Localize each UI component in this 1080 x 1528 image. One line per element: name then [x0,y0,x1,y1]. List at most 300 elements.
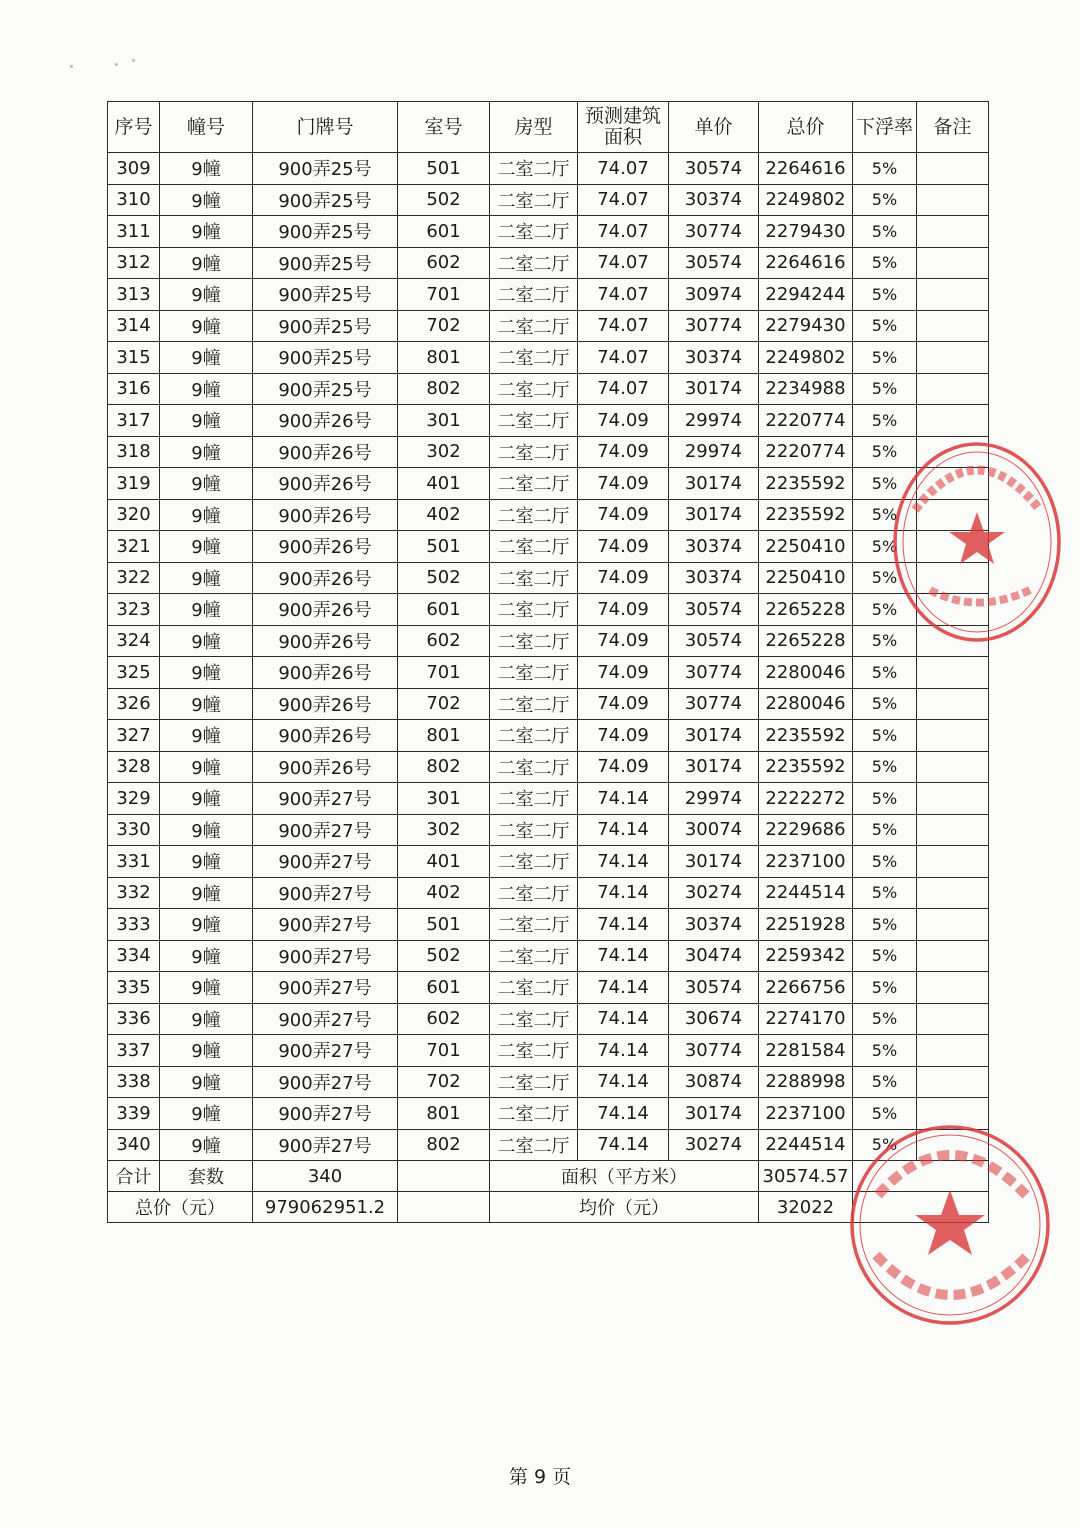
cell-building: 9幢 [160,909,253,941]
cell-area: 74.07 [578,310,669,342]
cell-rate: 5% [853,1035,917,1067]
cell-rate: 5% [853,720,917,752]
cell-address: 900弄26号 [253,562,398,594]
cell-total-price: 2274170 [759,1003,853,1035]
summary-total-price-label: 总价（元） [108,1192,253,1223]
cell-total-price: 2229686 [759,814,853,846]
cell-unit-price: 30274 [669,877,759,909]
cell-building: 9幢 [160,247,253,279]
cell-remark [917,940,989,972]
summary-row-count [108,1161,989,1192]
cell-area: 74.09 [578,688,669,720]
summary-sets-value: 340 [253,1161,398,1192]
cell-area: 74.14 [578,814,669,846]
cell-layout: 二室二厅 [490,247,578,279]
cell-layout: 二室二厅 [490,972,578,1004]
cell-total-price: 2237100 [759,846,853,878]
cell-room: 402 [398,877,490,909]
cell-total-price: 2235592 [759,720,853,752]
cell-rate: 5% [853,783,917,815]
cell-building: 9幢 [160,1066,253,1098]
summary-avg-price-value: 32022 [759,1192,853,1223]
cell-address: 900弄25号 [253,279,398,311]
page-number: 第 9 页 [508,1466,572,1488]
cell-total-price: 2288998 [759,1066,853,1098]
cell-building: 9幢 [160,846,253,878]
table-row [108,1129,989,1161]
summary-row-price [108,1192,989,1223]
cell-building: 9幢 [160,1003,253,1035]
cell-address: 900弄27号 [253,1129,398,1161]
cell-seq: 340 [108,1129,160,1161]
cell-room: 701 [398,657,490,689]
cell-remark [917,1098,989,1130]
summary-sets-label: 套数 [160,1161,253,1192]
cell-rate: 5% [853,846,917,878]
cell-area: 74.09 [578,499,669,531]
cell-address: 900弄25号 [253,310,398,342]
cell-rate: 5% [853,940,917,972]
cell-room: 802 [398,1129,490,1161]
summary-area-label: 面积（平方米） [490,1161,759,1192]
cell-seq: 339 [108,1098,160,1130]
cell-unit-price: 30174 [669,751,759,783]
cell-unit-price: 30774 [669,1035,759,1067]
cell-unit-price: 30774 [669,657,759,689]
cell-unit-price: 30374 [669,184,759,216]
cell-total-price: 2234988 [759,373,853,405]
header-remark: 备注 [917,102,989,153]
cell-layout: 二室二厅 [490,468,578,500]
cell-unit-price: 30374 [669,562,759,594]
cell-layout: 二室二厅 [490,625,578,657]
table-row [108,720,989,752]
cell-seq: 329 [108,783,160,815]
cell-remark [917,499,989,531]
cell-room: 702 [398,1066,490,1098]
cell-seq: 316 [108,373,160,405]
cell-room: 601 [398,972,490,1004]
cell-room: 702 [398,688,490,720]
table-row [108,751,989,783]
table-row [108,310,989,342]
cell-unit-price: 30774 [669,688,759,720]
summary-total-label: 合计 [108,1161,160,1192]
cell-layout: 二室二厅 [490,153,578,185]
cell-total-price: 2264616 [759,153,853,185]
table-row [108,846,989,878]
cell-address: 900弄26号 [253,531,398,563]
header-area: 预测建筑面积 [578,102,669,153]
cell-unit-price: 30774 [669,216,759,248]
cell-room: 602 [398,625,490,657]
table-row [108,877,989,909]
cell-remark [917,405,989,437]
cell-unit-price: 30774 [669,310,759,342]
cell-address: 900弄25号 [253,153,398,185]
cell-building: 9幢 [160,153,253,185]
cell-seq: 320 [108,499,160,531]
cell-layout: 二室二厅 [490,877,578,909]
table-row [108,373,989,405]
cell-building: 9幢 [160,342,253,374]
cell-rate: 5% [853,342,917,374]
table-row [108,405,989,437]
cell-rate: 5% [853,405,917,437]
summary-empty-cell [398,1161,490,1192]
cell-layout: 二室二厅 [490,783,578,815]
cell-seq: 334 [108,940,160,972]
header-unit-price: 单价 [669,102,759,153]
cell-seq: 319 [108,468,160,500]
cell-area: 74.09 [578,468,669,500]
cell-area: 74.14 [578,1098,669,1130]
cell-building: 9幢 [160,216,253,248]
cell-rate: 5% [853,184,917,216]
cell-seq: 330 [108,814,160,846]
cell-remark [917,783,989,815]
cell-area: 74.09 [578,405,669,437]
summary-area-value: 30574.57 [759,1161,853,1192]
cell-seq: 338 [108,1066,160,1098]
cell-remark [917,562,989,594]
cell-remark [917,184,989,216]
cell-address: 900弄27号 [253,1066,398,1098]
cell-room: 502 [398,940,490,972]
cell-rate: 5% [853,594,917,626]
cell-remark [917,531,989,563]
cell-remark [917,720,989,752]
cell-seq: 310 [108,184,160,216]
cell-building: 9幢 [160,1098,253,1130]
cell-seq: 331 [108,846,160,878]
cell-area: 74.09 [578,751,669,783]
cell-total-price: 2264616 [759,247,853,279]
cell-seq: 314 [108,310,160,342]
cell-total-price: 2251928 [759,909,853,941]
cell-unit-price: 30374 [669,909,759,941]
cell-rate: 5% [853,1003,917,1035]
cell-layout: 二室二厅 [490,436,578,468]
table-row [108,1066,989,1098]
cell-address: 900弄25号 [253,342,398,374]
cell-building: 9幢 [160,405,253,437]
table-row [108,1003,989,1035]
cell-unit-price: 30074 [669,814,759,846]
cell-layout: 二室二厅 [490,720,578,752]
cell-unit-price: 30274 [669,1129,759,1161]
cell-rate: 5% [853,436,917,468]
cell-unit-price: 30174 [669,499,759,531]
cell-rate: 5% [853,1129,917,1161]
cell-unit-price: 30574 [669,972,759,1004]
table-row [108,436,989,468]
summary-empty-cell [398,1192,490,1223]
cell-seq: 333 [108,909,160,941]
cell-area: 74.09 [578,625,669,657]
cell-area: 74.07 [578,342,669,374]
cell-building: 9幢 [160,972,253,1004]
cell-address: 900弄27号 [253,1098,398,1130]
summary-empty-cell [853,1161,989,1192]
cell-rate: 5% [853,751,917,783]
table-row [108,499,989,531]
cell-layout: 二室二厅 [490,1098,578,1130]
cell-room: 502 [398,562,490,594]
cell-remark [917,1035,989,1067]
cell-building: 9幢 [160,814,253,846]
cell-seq: 336 [108,1003,160,1035]
cell-address: 900弄27号 [253,940,398,972]
cell-total-price: 2244514 [759,1129,853,1161]
cell-rate: 5% [853,657,917,689]
cell-room: 301 [398,405,490,437]
cell-rate: 5% [853,468,917,500]
cell-area: 74.14 [578,940,669,972]
cell-seq: 312 [108,247,160,279]
cell-room: 501 [398,153,490,185]
cell-remark [917,1129,989,1161]
cell-seq: 335 [108,972,160,1004]
cell-area: 74.14 [578,783,669,815]
table-row [108,688,989,720]
cell-unit-price: 30174 [669,1098,759,1130]
cell-rate: 5% [853,531,917,563]
cell-rate: 5% [853,153,917,185]
cell-building: 9幢 [160,1129,253,1161]
cell-remark [917,342,989,374]
cell-unit-price: 29974 [669,405,759,437]
cell-total-price: 2265228 [759,594,853,626]
cell-rate: 5% [853,814,917,846]
cell-unit-price: 30574 [669,625,759,657]
cell-remark [917,751,989,783]
cell-total-price: 2281584 [759,1035,853,1067]
table-row [108,657,989,689]
cell-remark [917,279,989,311]
cell-area: 74.14 [578,877,669,909]
cell-building: 9幢 [160,594,253,626]
cell-seq: 309 [108,153,160,185]
cell-building: 9幢 [160,657,253,689]
cell-layout: 二室二厅 [490,1129,578,1161]
cell-room: 702 [398,310,490,342]
cell-area: 74.09 [578,594,669,626]
table-row [108,216,989,248]
cell-remark [917,468,989,500]
cell-area: 74.09 [578,562,669,594]
cell-unit-price: 29974 [669,436,759,468]
cell-seq: 317 [108,405,160,437]
table-row [108,940,989,972]
cell-layout: 二室二厅 [490,688,578,720]
cell-layout: 二室二厅 [490,562,578,594]
cell-layout: 二室二厅 [490,184,578,216]
cell-total-price: 2265228 [759,625,853,657]
cell-seq: 326 [108,688,160,720]
cell-address: 900弄27号 [253,783,398,815]
table-row [108,247,989,279]
cell-area: 74.14 [578,846,669,878]
cell-rate: 5% [853,373,917,405]
cell-rate: 5% [853,310,917,342]
table-row [108,972,989,1004]
cell-area: 74.09 [578,720,669,752]
cell-seq: 318 [108,436,160,468]
cell-area: 74.07 [578,247,669,279]
cell-rate: 5% [853,499,917,531]
cell-unit-price: 30574 [669,247,759,279]
cell-seq: 332 [108,877,160,909]
cell-building: 9幢 [160,373,253,405]
cell-room: 302 [398,814,490,846]
cell-remark [917,688,989,720]
cell-unit-price: 30574 [669,153,759,185]
header-layout: 房型 [490,102,578,153]
cell-total-price: 2279430 [759,310,853,342]
cell-area: 74.09 [578,531,669,563]
header-discount-rate: 下浮率 [853,102,917,153]
cell-room: 801 [398,1098,490,1130]
cell-unit-price: 30374 [669,531,759,563]
cell-address: 900弄26号 [253,751,398,783]
cell-room: 801 [398,720,490,752]
table-row [108,909,989,941]
cell-area: 74.14 [578,1035,669,1067]
cell-unit-price: 30174 [669,468,759,500]
cell-remark [917,846,989,878]
cell-area: 74.14 [578,972,669,1004]
cell-total-price: 2280046 [759,657,853,689]
cell-address: 900弄27号 [253,909,398,941]
cell-address: 900弄27号 [253,877,398,909]
cell-building: 9幢 [160,468,253,500]
cell-building: 9幢 [160,499,253,531]
cell-room: 602 [398,247,490,279]
table-row [108,531,989,563]
cell-seq: 313 [108,279,160,311]
summary-avg-price-label: 均价（元） [490,1192,759,1223]
cell-unit-price: 30574 [669,594,759,626]
cell-address: 900弄26号 [253,468,398,500]
cell-layout: 二室二厅 [490,1035,578,1067]
cell-unit-price: 30174 [669,720,759,752]
cell-room: 501 [398,909,490,941]
cell-rate: 5% [853,688,917,720]
cell-total-price: 2250410 [759,531,853,563]
cell-remark [917,373,989,405]
cell-room: 301 [398,783,490,815]
cell-total-price: 2249802 [759,184,853,216]
cell-total-price: 2237100 [759,1098,853,1130]
table-row [108,184,989,216]
cell-layout: 二室二厅 [490,499,578,531]
cell-unit-price: 30974 [669,279,759,311]
cell-unit-price: 30474 [669,940,759,972]
cell-rate: 5% [853,562,917,594]
cell-layout: 二室二厅 [490,342,578,374]
cell-unit-price: 30674 [669,1003,759,1035]
cell-address: 900弄25号 [253,373,398,405]
cell-rate: 5% [853,877,917,909]
table-row [108,279,989,311]
cell-layout: 二室二厅 [490,373,578,405]
cell-room: 502 [398,184,490,216]
cell-building: 9幢 [160,720,253,752]
cell-seq: 324 [108,625,160,657]
cell-area: 74.09 [578,436,669,468]
cell-total-price: 2266756 [759,972,853,1004]
cell-remark [917,436,989,468]
cell-address: 900弄26号 [253,594,398,626]
cell-building: 9幢 [160,1035,253,1067]
cell-address: 900弄26号 [253,688,398,720]
cell-address: 900弄25号 [253,247,398,279]
cell-total-price: 2235592 [759,499,853,531]
cell-address: 900弄27号 [253,814,398,846]
summary-empty-cell [853,1192,989,1223]
cell-layout: 二室二厅 [490,657,578,689]
cell-room: 801 [398,342,490,374]
cell-layout: 二室二厅 [490,531,578,563]
cell-area: 74.14 [578,1129,669,1161]
cell-rate: 5% [853,216,917,248]
cell-unit-price: 29974 [669,783,759,815]
cell-area: 74.07 [578,216,669,248]
header-room: 室号 [398,102,490,153]
table-row [108,1098,989,1130]
cell-remark [917,1003,989,1035]
cell-address: 900弄27号 [253,1035,398,1067]
cell-building: 9幢 [160,562,253,594]
cell-remark [917,972,989,1004]
table-row [108,594,989,626]
cell-building: 9幢 [160,184,253,216]
header-building: 幢号 [160,102,253,153]
cell-seq: 327 [108,720,160,752]
cell-layout: 二室二厅 [490,940,578,972]
cell-building: 9幢 [160,625,253,657]
cell-layout: 二室二厅 [490,751,578,783]
cell-address: 900弄26号 [253,657,398,689]
cell-address: 900弄26号 [253,499,398,531]
cell-rate: 5% [853,247,917,279]
cell-building: 9幢 [160,877,253,909]
cell-seq: 325 [108,657,160,689]
cell-room: 701 [398,279,490,311]
cell-seq: 337 [108,1035,160,1067]
table-row [108,1035,989,1067]
cell-remark [917,153,989,185]
cell-room: 601 [398,216,490,248]
cell-seq: 315 [108,342,160,374]
cell-address: 900弄27号 [253,846,398,878]
cell-building: 9幢 [160,940,253,972]
table-body [108,153,989,1161]
cell-total-price: 2294244 [759,279,853,311]
cell-room: 802 [398,373,490,405]
header-address: 门牌号 [253,102,398,153]
cell-layout: 二室二厅 [490,310,578,342]
cell-rate: 5% [853,1066,917,1098]
cell-unit-price: 30174 [669,373,759,405]
table-row [108,153,989,185]
scan-specks [60,55,160,75]
cell-layout: 二室二厅 [490,909,578,941]
cell-total-price: 2220774 [759,405,853,437]
cell-total-price: 2249802 [759,342,853,374]
cell-remark [917,657,989,689]
